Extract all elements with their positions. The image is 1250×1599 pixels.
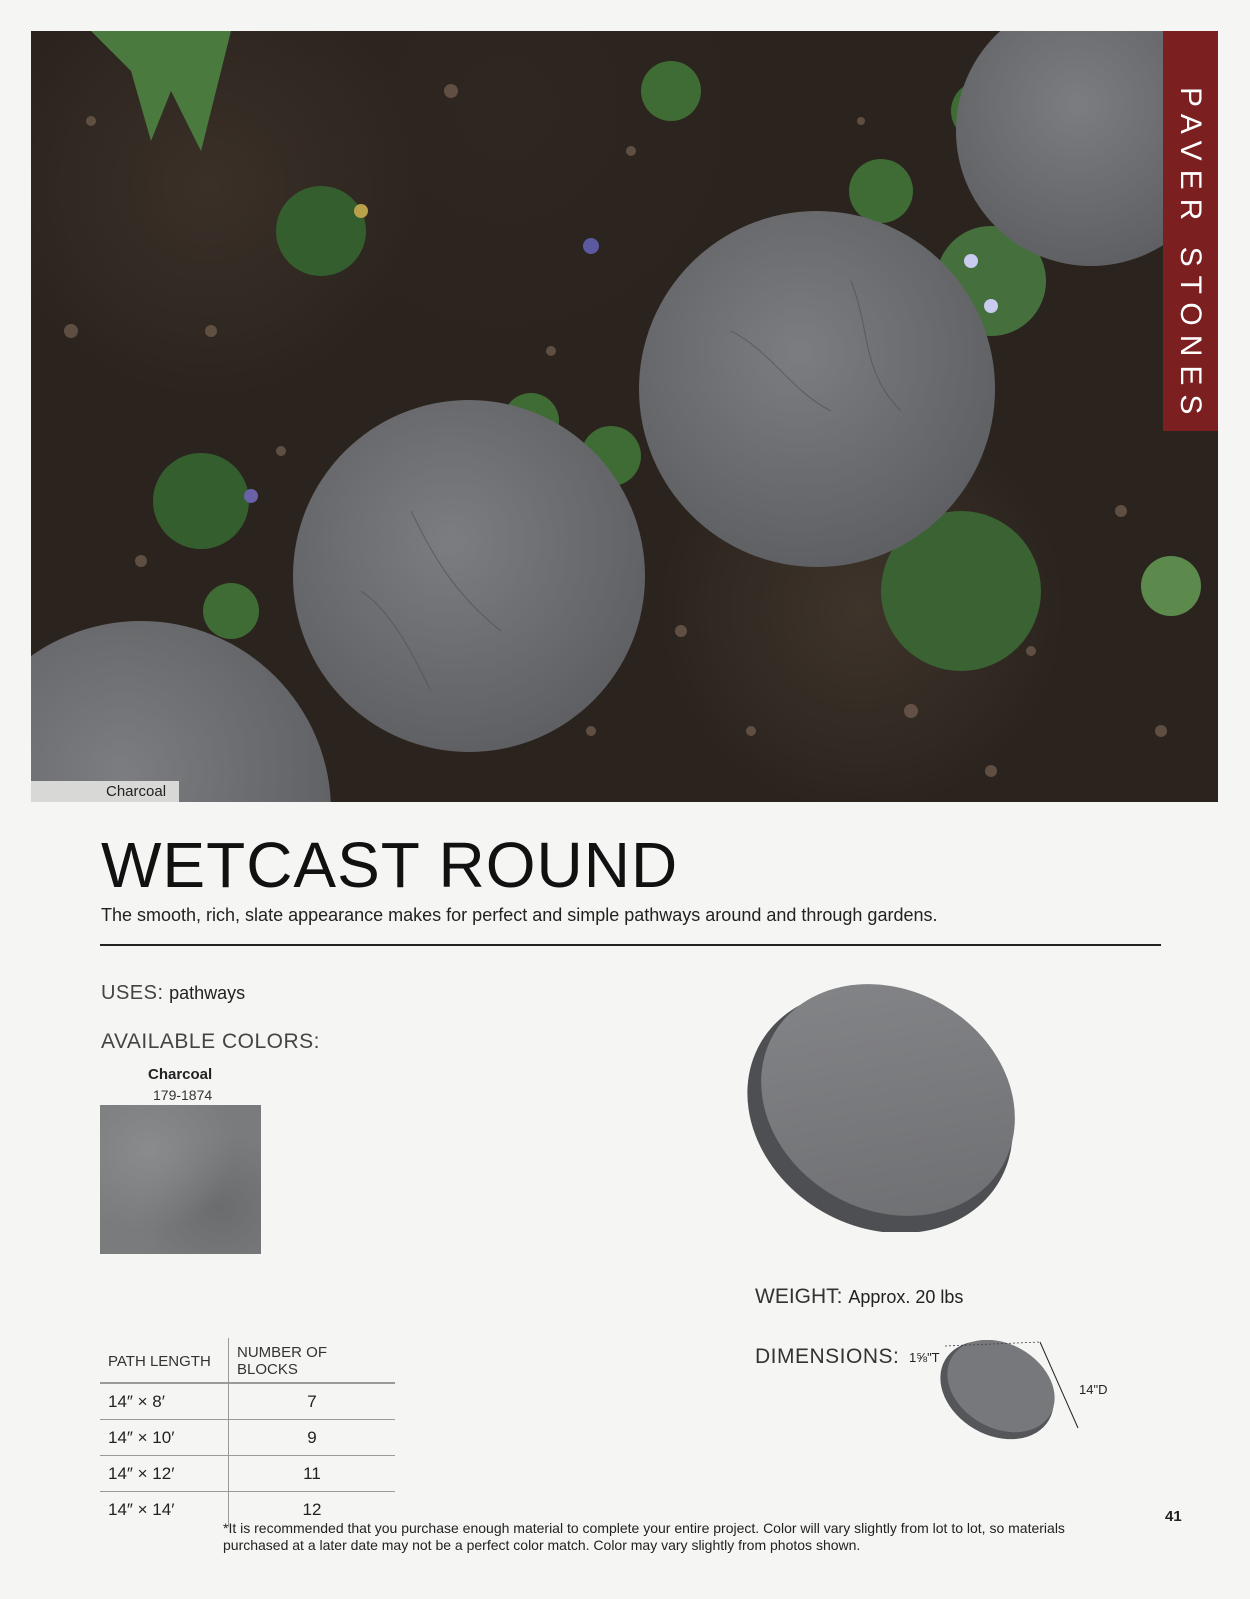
available-colors-label: AVAILABLE COLORS: bbox=[101, 1030, 320, 1053]
diameter-value: 14"D bbox=[1079, 1382, 1108, 1397]
path-length-cell: 14″ × 10′ bbox=[100, 1420, 229, 1456]
color-name: Charcoal bbox=[148, 1066, 213, 1083]
footnote: *It is recommended that you purchase enough material to complete your entire project. Color will vary slightly from lot to lot, so materials purchased at a later date may not be a perfect color match. Color may vary slightly from photos shown. bbox=[223, 1520, 1065, 1553]
uses-value: pathways bbox=[169, 983, 246, 1003]
dimension-diagram bbox=[935, 1340, 1085, 1450]
header-path-length: PATH LENGTH bbox=[100, 1338, 229, 1383]
hero-caption bbox=[31, 781, 179, 802]
product-title: WETCAST ROUND bbox=[101, 829, 679, 901]
blocks-cell: 9 bbox=[229, 1420, 396, 1456]
uses-label: USES: bbox=[101, 982, 164, 1004]
weight-row bbox=[755, 1285, 963, 1309]
weight-value: Approx. 20 lbs bbox=[848, 1287, 964, 1307]
page-number: 41 bbox=[1165, 1508, 1182, 1525]
path-length-cell: 14″ × 12′ bbox=[100, 1456, 229, 1492]
header-number-of-blocks: NUMBER OF BLOCKS bbox=[229, 1338, 396, 1383]
garden-scene-illustration bbox=[31, 31, 1218, 802]
table-header-row bbox=[100, 1338, 395, 1383]
uses-row bbox=[101, 982, 245, 1005]
path-length-cell: 14″ × 14′ bbox=[100, 1492, 229, 1528]
hero-caption-text: Charcoal bbox=[106, 783, 167, 800]
section-tab bbox=[1163, 31, 1218, 431]
dimensions-label: DIMENSIONS: bbox=[755, 1345, 900, 1368]
divider bbox=[100, 944, 1161, 946]
hero-photo bbox=[31, 31, 1218, 802]
path-length-table bbox=[100, 1338, 395, 1527]
blocks-cell: 7 bbox=[229, 1383, 396, 1420]
blocks-cell: 12 bbox=[302, 1500, 322, 1519]
table-row bbox=[100, 1420, 395, 1456]
weight-label: WEIGHT: bbox=[755, 1285, 843, 1308]
thickness-value: 1⅝"T bbox=[909, 1350, 940, 1365]
product-stone-image bbox=[730, 972, 1020, 1232]
section-tab-label: PAVER STONES bbox=[1174, 86, 1207, 424]
product-tagline: The smooth, rich, slate appearance makes for perfect and simple pathways around and through gardens. bbox=[101, 905, 938, 925]
table-row bbox=[100, 1456, 395, 1492]
table-row bbox=[100, 1383, 395, 1420]
color-swatch-charcoal bbox=[100, 1105, 261, 1254]
color-code: 179-1874 bbox=[153, 1087, 213, 1103]
path-length-cell: 14″ × 8′ bbox=[100, 1383, 229, 1420]
blocks-cell: 11 bbox=[229, 1456, 396, 1492]
